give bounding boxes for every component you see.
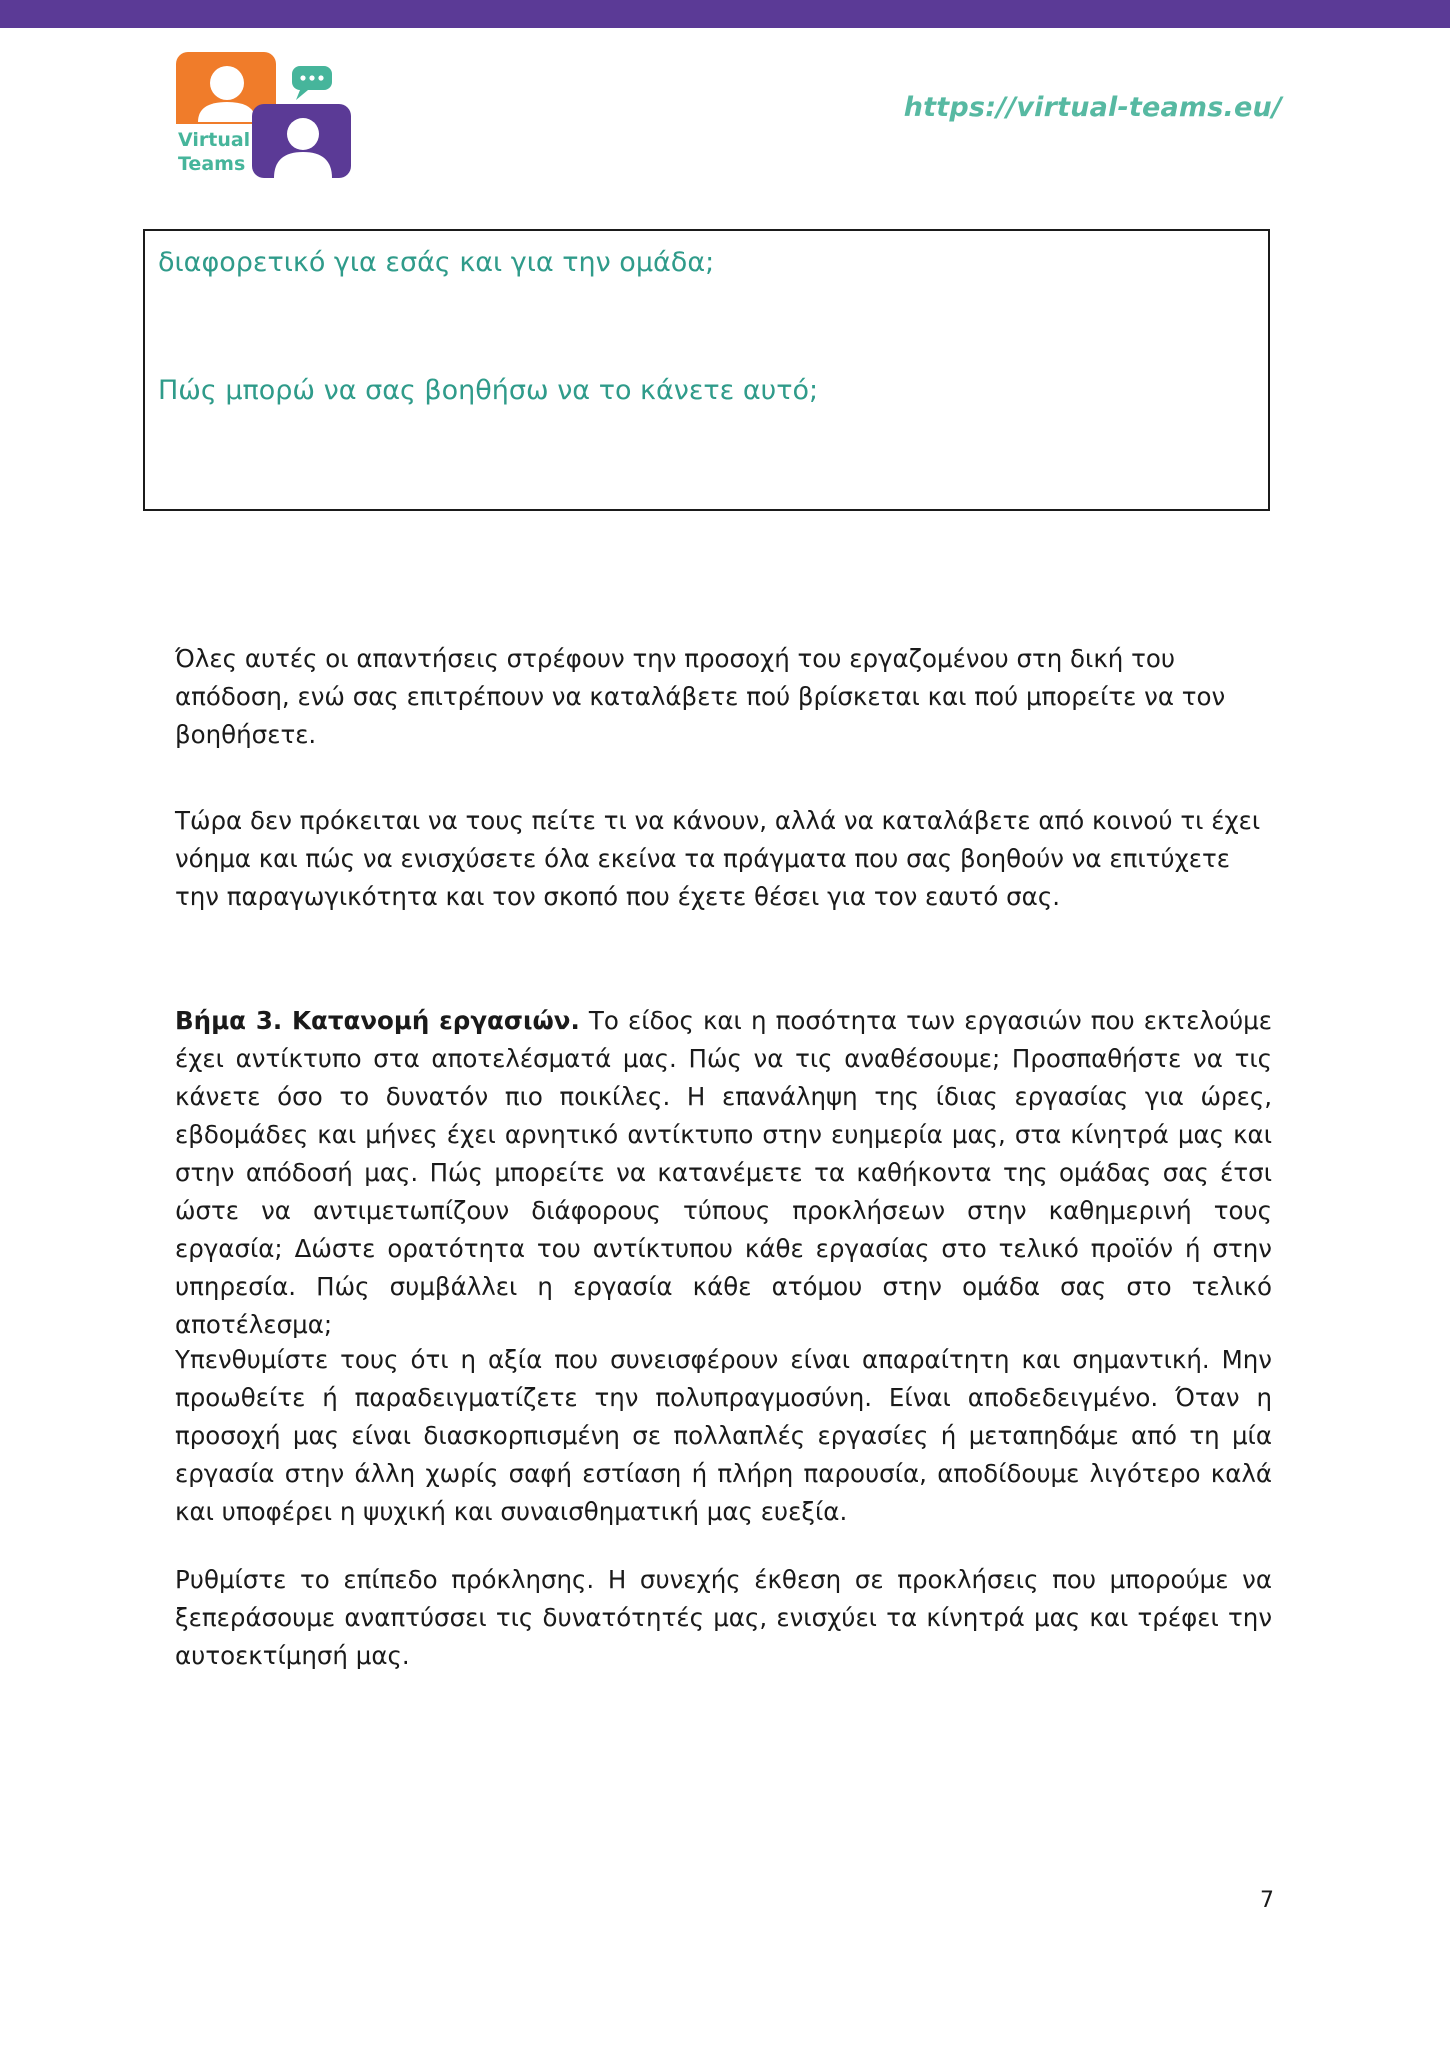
paragraph-step-3 bbox=[175, 1002, 1272, 1344]
website-url[interactable]: https://virtual-teams.eu/ bbox=[903, 92, 1282, 123]
question-line-1: διαφορετικό για εσάς και για την ομάδα; bbox=[158, 247, 715, 278]
virtual-teams-logo bbox=[176, 52, 356, 182]
step-3-heading: Βήμα 3. Κατανομή εργασιών. bbox=[175, 1006, 580, 1035]
logo-text-teams: Teams bbox=[178, 153, 246, 175]
question-box bbox=[143, 229, 1270, 511]
paragraph-challenge-level: Ρυθμίστε το επίπεδο πρόκλησης. Η συνεχής έκθεση σε προκλήσεις που μπορούμε να ξεπεράσουμε αναπτύσσει τις δυνατότητές μας, ενισχύει τα κίνητρά μας και τρέφει την αυτοεκτίμησή μας. bbox=[175, 1565, 1272, 1670]
page-number: 7 bbox=[1260, 1888, 1274, 1913]
logo-text-virtual: Virtual bbox=[178, 129, 251, 151]
question-line-2: Πώς μπορώ να σας βοηθήσω να το κάνετε αυτό; bbox=[158, 375, 819, 406]
paragraph-multitasking: Υπενθυμίστε τους ότι η αξία που συνεισφέρουν είναι απαραίτητη και σημαντική. Μην προωθείτε ή παραδειγματίζετε την πολυπραγμοσύνη. Είναι αποδεδειγμένο. Όταν η προσοχή μας είναι διασκορπισμένη σε πολλαπλές εργασίες ή μεταπηδάμε από τη μία εργασία στην άλλη χωρίς σαφή εστίαση ή πλήρη παρουσία, αποδίδουμε λιγότερο καλά και υποφέρει η ψυχική και συναισθηματική μας ευεξία. bbox=[175, 1345, 1272, 1526]
paragraph-shared-understanding: Τώρα δεν πρόκειται να τους πείτε τι να κάνουν, αλλά να καταλάβετε από κοινού τι έχει νόημα και πώς να ενισχύσετε όλα εκείνα τα πράγματα που σας βοηθούν να επιτύχετε την παραγωγικότητα και τον σκοπό που έχετε θέσει για τον εαυτό σας. bbox=[175, 806, 1261, 911]
paragraph-answers-focus: Όλες αυτές οι απαντήσεις στρέφουν την προσοχή του εργαζομένου στη δική του απόδοση, ενώ σας επιτρέπουν να καταλάβετε πού βρίσκεται και πού μπορείτε να τον βοηθήσετε. bbox=[175, 644, 1226, 749]
step-3-body: Το είδος και η ποσότητα των εργασιών που εκτελούμε έχει αντίκτυπο στα αποτελέσματά μας. Πώς να τις αναθέσουμε; Προσπαθήστε να τις κάνετε όσο το δυνατόν πιο ποικίλες. Η επανάληψη της ίδιας εργασίας για ώρες, εβδομάδες και μήνες έχει αρνητικό αντίκτυπο στην ευημερία μας, στα κίνητρά μας και στην απόδοσή μας. Πώς μπορείτε να κατανέμετε τα καθήκοντα της ομάδας σας έτσι ώστε να αντιμετωπίζουν διάφορους τύπους προκλήσεων στην καθημερινή τους εργασία; Δώστε ορατότητα του αντίκτυπου κάθε εργασίας στο τελικό προϊόν ή στην υπηρεσία. Πώς συμβάλλει η εργασία κάθε ατόμου στην ομάδα σας στο τελικό αποτέλεσμα; bbox=[175, 1006, 1272, 1339]
top-color-bar bbox=[0, 0, 1450, 28]
